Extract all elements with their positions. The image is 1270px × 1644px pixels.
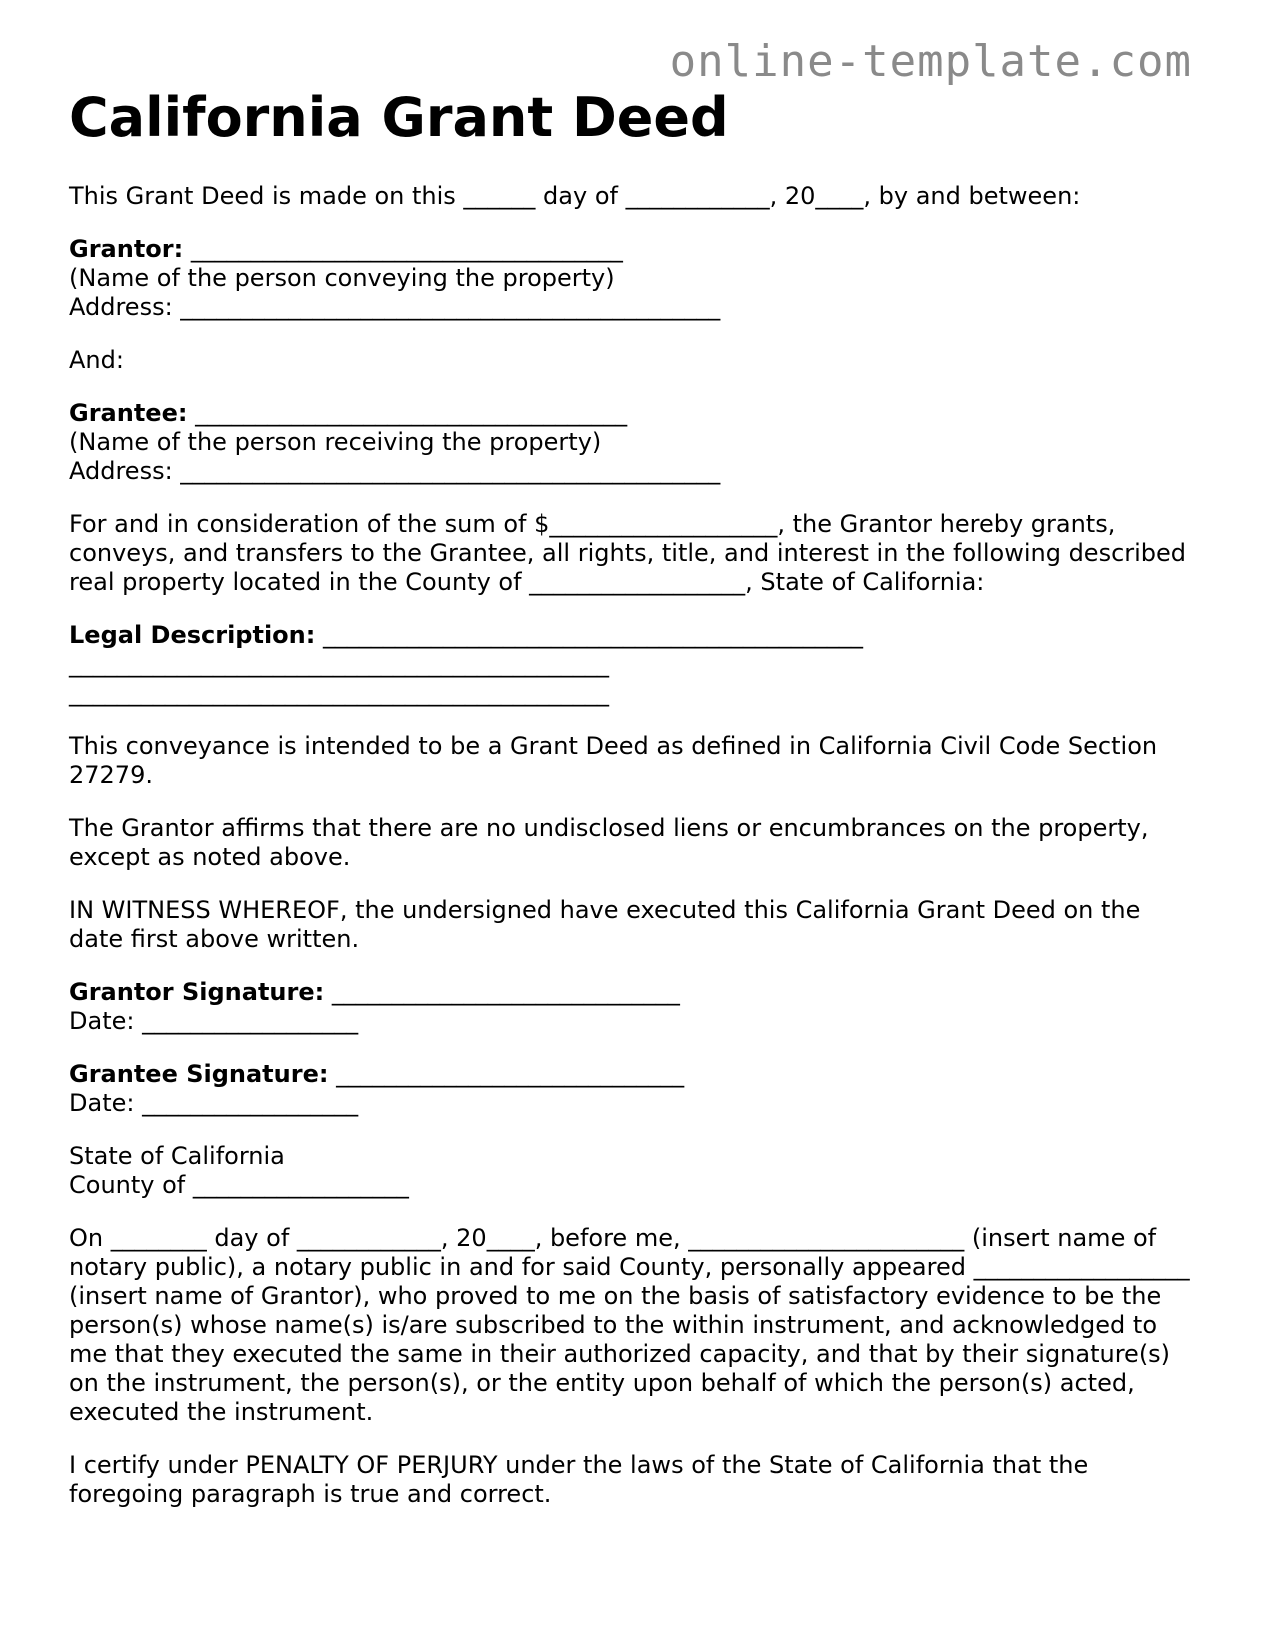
acknowledgment-paragraph: On ________ day of ____________, 20____, before me, _______________________ (insert name of notary public), a notary public in and for said County, personally appeared __________________ (insert name of Grantor), who proved to me on the basis of satisfactory evidence to be the person(s) whose name(s) is/are subscribed to the within instrument, and acknowledged to me that they executed the same in their authorized capacity, and that by their signature(s) on the instrument, the person(s), or the entity upon behalf of which the person(s) acted, executed the instrument. bbox=[69, 1224, 1190, 1427]
grantor-signature-blank: _____________________________ bbox=[324, 978, 680, 1007]
grantee-name-blank: ____________________________________ bbox=[187, 399, 628, 428]
conveyance-paragraph: This conveyance is intended to be a Grant Deed as defined in California Civil Code Section 27279. bbox=[69, 732, 1158, 790]
document-page bbox=[69, 88, 1199, 1533]
legal-description-blank: _____________________________________________ bbox=[315, 621, 863, 650]
and-text: And: bbox=[69, 346, 124, 375]
grantor-signature-label: Grantor Signature: bbox=[69, 978, 325, 1007]
legal-description-line-2: _____________________________________________ bbox=[69, 650, 609, 679]
grantee-label: Grantee: bbox=[69, 399, 188, 428]
grantor-section bbox=[69, 235, 1199, 322]
grantee-signature-date: Date: __________________ bbox=[69, 1089, 359, 1118]
witness-paragraph: IN WITNESS WHEREOF, the undersigned have executed this California Grant Deed on the date first above written. bbox=[69, 896, 1141, 954]
intro-paragraph: This Grant Deed is made on this ______ day of ____________, 20____, by and between: bbox=[69, 182, 1081, 211]
grantor-signature-section bbox=[69, 978, 1199, 1036]
notary-county: County of __________________ bbox=[69, 1171, 409, 1200]
notary-state: State of California bbox=[69, 1142, 285, 1171]
legal-description-label: Legal Description: bbox=[69, 621, 316, 650]
grantee-signature-section bbox=[69, 1060, 1199, 1118]
grantee-section bbox=[69, 399, 1199, 486]
grantor-label: Grantor: bbox=[69, 235, 184, 264]
certification-paragraph: I certify under PENALTY OF PERJURY under the laws of the State of California that the foregoing paragraph is true and correct. bbox=[69, 1451, 1089, 1509]
affirmation-paragraph: The Grantor affirms that there are no undisclosed liens or encumbrances on the property, except as noted above. bbox=[69, 814, 1149, 872]
legal-description-section bbox=[69, 621, 1199, 708]
grantor-note: (Name of the person conveying the property) bbox=[69, 264, 615, 293]
grantee-address: Address: _____________________________________________ bbox=[69, 457, 721, 486]
notary-venue bbox=[69, 1142, 1199, 1200]
grantor-signature-date: Date: __________________ bbox=[69, 1007, 359, 1036]
watermark: online-template.com bbox=[669, 36, 1192, 87]
grantor-address: Address: _____________________________________________ bbox=[69, 293, 721, 322]
legal-description-line-3: _____________________________________________ bbox=[69, 679, 609, 708]
grantee-signature-label: Grantee Signature: bbox=[69, 1060, 329, 1089]
document-title: California Grant Deed bbox=[69, 86, 729, 149]
grantee-signature-blank: _____________________________ bbox=[328, 1060, 685, 1089]
grantor-name-blank: ____________________________________ bbox=[183, 235, 623, 264]
grantee-note: (Name of the person receiving the property) bbox=[69, 428, 602, 457]
consideration-paragraph: For and in consideration of the sum of $___________________, the Grantor hereby grants, conveys, and transfers to the Grantee, all rights, title, and interest in the following described real property located in the County of __________________, State of California: bbox=[69, 510, 1187, 597]
